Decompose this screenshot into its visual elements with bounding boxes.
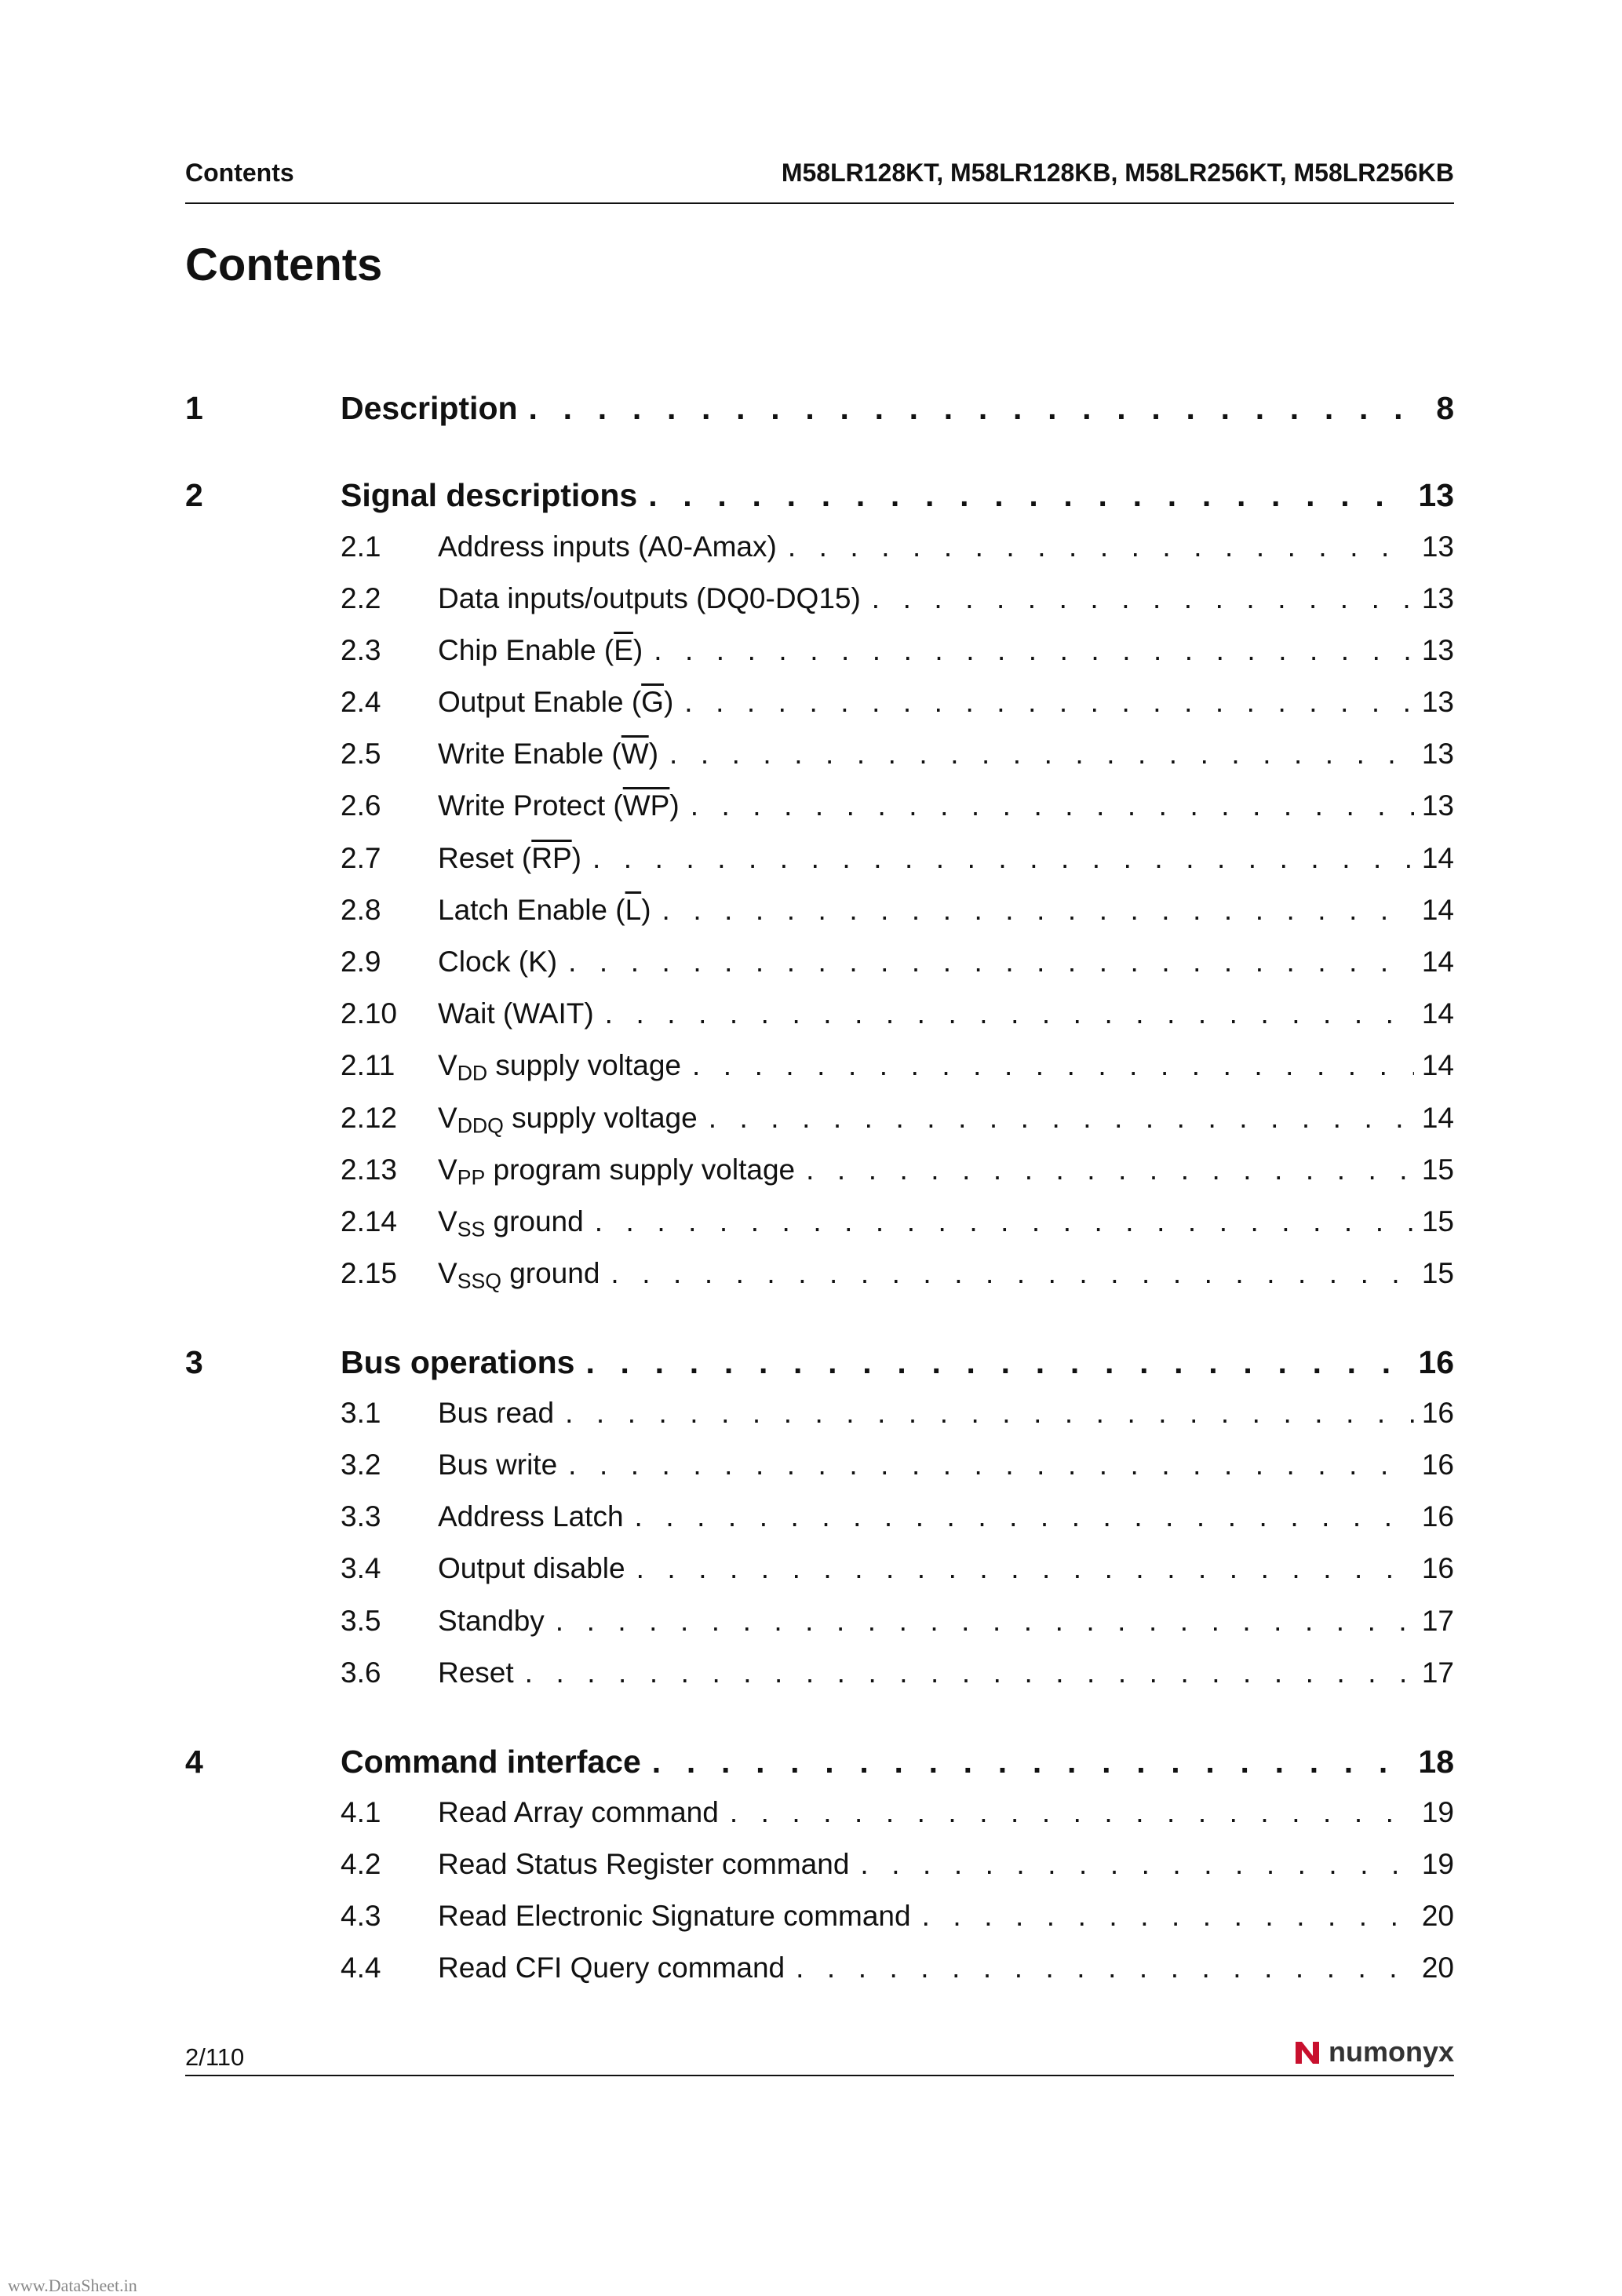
active-low-signal: $\overline{G}$ — [641, 686, 664, 718]
toc-label-text: program supply voltage — [485, 1153, 796, 1186]
dot-leader — [635, 1500, 1414, 1533]
dot-leader — [669, 738, 1414, 771]
toc-number: 2.15 — [341, 1257, 398, 1289]
subscript: SSQ — [457, 1269, 501, 1293]
active-low-signal: $\overline{RP}$ — [531, 842, 572, 874]
toc-section[interactable] — [185, 1153, 1454, 1190]
active-low-signal: $\overline{WP}$ — [622, 789, 670, 822]
toc-label — [438, 842, 581, 875]
toc-number: 2.11 — [341, 1049, 395, 1081]
toc-label-text: Output Enable ( — [438, 686, 642, 718]
toc-label: Reset — [438, 1656, 514, 1689]
dot-leader — [648, 477, 1410, 514]
dot-leader — [922, 1900, 1414, 1933]
toc-page-number: 13 — [1421, 738, 1454, 770]
toc-section[interactable] — [185, 842, 1454, 875]
toc-section[interactable] — [185, 738, 1454, 771]
footer-rule — [185, 2075, 1454, 2076]
toc-number: 4.1 — [341, 1796, 381, 1828]
toc-label-text: ) — [663, 686, 674, 718]
toc-section[interactable] — [185, 1552, 1454, 1585]
toc-section[interactable] — [185, 582, 1454, 615]
toc-page-number: 16 — [1418, 1344, 1454, 1380]
subscript: SS — [457, 1217, 486, 1241]
toc-label-text: Reset ( — [438, 842, 532, 874]
toc-label-text: supply voltage — [503, 1102, 698, 1134]
toc-page-number: 15 — [1421, 1153, 1454, 1186]
dot-leader — [709, 1102, 1414, 1135]
toc-page-number: 16 — [1421, 1500, 1454, 1532]
toc-number: 4.2 — [341, 1848, 381, 1880]
toc-number: 2.1 — [341, 530, 381, 563]
toc-label — [438, 894, 651, 927]
toc-section[interactable] — [185, 1605, 1454, 1638]
toc-number: 4.4 — [341, 1952, 381, 1984]
toc-chapter[interactable] — [185, 477, 1454, 514]
dot-leader — [654, 634, 1414, 667]
toc-label: Signal descriptions — [341, 477, 638, 513]
dot-leader — [788, 530, 1414, 563]
toc-label-text: ) — [669, 789, 680, 822]
toc-page-number: 14 — [1421, 1049, 1454, 1081]
toc-label-text: Write Protect ( — [438, 789, 623, 822]
toc-section[interactable] — [185, 1449, 1454, 1481]
toc-section[interactable] — [185, 1848, 1454, 1881]
toc-number: 4.3 — [341, 1900, 381, 1932]
toc-label-text: ground — [485, 1205, 584, 1237]
toc-number: 2.10 — [341, 997, 398, 1030]
header-rule — [185, 202, 1454, 204]
toc-number: 2.13 — [341, 1153, 398, 1186]
toc-label-text: supply voltage — [487, 1049, 681, 1081]
toc-section[interactable] — [185, 1656, 1454, 1689]
dot-leader — [611, 1257, 1413, 1290]
toc-chapter[interactable] — [185, 1344, 1454, 1381]
dot-leader — [806, 1153, 1414, 1186]
numonyx-logo — [1292, 2035, 1454, 2068]
toc-label-text: V — [438, 1153, 457, 1186]
toc-label: Bus read — [438, 1397, 555, 1429]
toc-section[interactable] — [185, 1796, 1454, 1829]
toc-label: Read Status Register command — [438, 1848, 850, 1880]
subscript: DDQ — [457, 1113, 504, 1138]
toc-label: Address inputs (A0-Amax) — [438, 530, 777, 563]
toc-page-number: 18 — [1418, 1744, 1454, 1780]
toc-number: 3.4 — [341, 1552, 381, 1584]
toc-label: Read Electronic Signature command — [438, 1900, 911, 1932]
toc-section[interactable] — [185, 686, 1454, 719]
toc-label — [438, 1205, 584, 1241]
toc-label: Clock (K) — [438, 946, 558, 978]
toc-number: 2.5 — [341, 738, 381, 770]
toc-page-number: 13 — [1421, 582, 1454, 614]
toc-page-number: 13 — [1418, 477, 1454, 513]
toc-label: Output disable — [438, 1552, 625, 1584]
toc-page-number: 14 — [1421, 842, 1454, 874]
toc-label: Wait (WAIT) — [438, 997, 594, 1030]
toc-section[interactable] — [185, 946, 1454, 979]
toc-label — [438, 738, 658, 771]
subscript: PP — [457, 1165, 486, 1190]
toc-page-number: 19 — [1421, 1796, 1454, 1828]
toc-label-text: ) — [641, 894, 651, 926]
toc-label — [438, 686, 673, 719]
toc-label-text: V — [438, 1257, 457, 1289]
toc-label: Address Latch — [438, 1500, 624, 1532]
toc-page-number: 20 — [1421, 1952, 1454, 1984]
toc-label-text: ground — [501, 1257, 600, 1289]
active-low-signal: $\overline{E}$ — [614, 634, 633, 666]
toc-label — [438, 1102, 698, 1138]
toc-page-number: 19 — [1421, 1848, 1454, 1880]
toc-label: Bus write — [438, 1449, 558, 1481]
toc-label-text: V — [438, 1205, 457, 1237]
toc-section[interactable] — [185, 894, 1454, 927]
dot-leader — [605, 997, 1414, 1030]
toc-label: Data inputs/outputs (DQ0-DQ15) — [438, 582, 861, 614]
toc-number: 3 — [185, 1344, 203, 1380]
dot-leader — [585, 1344, 1410, 1381]
toc-label — [438, 1049, 681, 1085]
dot-leader — [568, 946, 1414, 979]
toc-page-number: 15 — [1421, 1205, 1454, 1237]
toc-number: 3.2 — [341, 1449, 381, 1481]
watermark: www.DataSheet.in — [8, 2276, 137, 2295]
toc-page-number: 16 — [1421, 1449, 1454, 1481]
toc-page-number: 14 — [1421, 894, 1454, 926]
toc-number: 1 — [185, 390, 203, 426]
logo-text: numonyx — [1328, 2035, 1454, 2068]
toc-number: 2.4 — [341, 686, 381, 718]
toc-label-text: ) — [632, 634, 643, 666]
toc-page-number: 20 — [1421, 1900, 1454, 1932]
toc-section[interactable] — [185, 1900, 1454, 1933]
toc-section[interactable] — [185, 1257, 1454, 1293]
dot-leader — [662, 894, 1414, 927]
toc-label: Read Array command — [438, 1796, 719, 1828]
toc-number: 2 — [185, 477, 203, 513]
toc-number: 2.3 — [341, 634, 381, 666]
toc-number: 3.3 — [341, 1500, 381, 1532]
dot-leader — [860, 1848, 1413, 1881]
toc-label — [438, 634, 643, 667]
toc-label — [438, 789, 680, 822]
dot-leader — [636, 1552, 1414, 1585]
dot-leader — [692, 1049, 1414, 1082]
toc-number: 2.8 — [341, 894, 381, 926]
toc-label — [438, 1153, 796, 1190]
dot-leader — [529, 390, 1429, 427]
dot-leader — [525, 1656, 1414, 1689]
dot-leader — [565, 1397, 1414, 1430]
toc-section[interactable] — [185, 1049, 1454, 1085]
toc-section[interactable] — [185, 1952, 1454, 1984]
dot-leader — [730, 1796, 1414, 1829]
toc-page-number: 13 — [1421, 530, 1454, 563]
toc-page-number: 14 — [1421, 997, 1454, 1030]
toc-page-number: 17 — [1421, 1605, 1454, 1637]
dot-leader — [568, 1449, 1414, 1481]
toc-page-number: 17 — [1421, 1656, 1454, 1689]
toc-page-number: 13 — [1421, 789, 1454, 822]
toc-label-text: Latch Enable ( — [438, 894, 625, 926]
numonyx-mark-icon — [1292, 2037, 1322, 2067]
dot-leader — [872, 582, 1414, 615]
dot-leader — [556, 1605, 1414, 1638]
toc-label: Description — [341, 390, 518, 426]
toc-page-number: 13 — [1421, 686, 1454, 718]
active-low-signal: $\overline{L}$ — [625, 894, 642, 926]
toc-number: 2.14 — [341, 1205, 398, 1237]
toc-label: Command interface — [341, 1744, 641, 1780]
dot-leader — [684, 686, 1414, 719]
toc-section[interactable] — [185, 1205, 1454, 1241]
header-left: Contents — [185, 159, 294, 187]
dot-leader — [691, 789, 1414, 822]
toc-label-text: V — [438, 1102, 457, 1134]
toc-section[interactable] — [185, 997, 1454, 1030]
toc-number: 2.7 — [341, 842, 381, 874]
toc-section[interactable] — [185, 634, 1454, 667]
toc-number: 3.1 — [341, 1397, 381, 1429]
toc-section[interactable] — [185, 530, 1454, 563]
toc-chapter[interactable] — [185, 1744, 1454, 1780]
dot-leader — [592, 842, 1414, 875]
toc-number: 3.6 — [341, 1656, 381, 1689]
toc-label: Bus operations — [341, 1344, 575, 1380]
toc-number: 2.9 — [341, 946, 381, 978]
toc-number: 3.5 — [341, 1605, 381, 1637]
toc-chapter[interactable] — [185, 390, 1454, 427]
toc-section[interactable] — [185, 1500, 1454, 1533]
toc-page-number: 14 — [1421, 1102, 1454, 1134]
toc-label-text: Chip Enable ( — [438, 634, 614, 666]
header-right: M58LR128KT, M58LR128KB, M58LR256KT, M58LR256KB — [781, 159, 1454, 187]
toc-number: 4 — [185, 1744, 203, 1780]
toc-label — [438, 1257, 600, 1293]
dot-leader — [652, 1744, 1411, 1780]
toc-label-text: Write Enable ( — [438, 738, 621, 770]
toc-label-text: ) — [648, 738, 659, 770]
footer-page-number: 2/110 — [185, 2043, 245, 2071]
toc-page-number: 15 — [1421, 1257, 1454, 1289]
toc-label-text: ) — [571, 842, 581, 874]
toc-section[interactable] — [185, 789, 1454, 822]
toc-label: Standby — [438, 1605, 545, 1637]
toc-number: 2.12 — [341, 1102, 398, 1134]
toc-label: Read CFI Query command — [438, 1952, 785, 1984]
toc-number: 2.6 — [341, 789, 381, 822]
page-title: Contents — [185, 239, 383, 290]
toc-label-text: V — [438, 1049, 457, 1081]
dot-leader — [796, 1952, 1414, 1984]
toc-page-number: 14 — [1421, 946, 1454, 978]
active-low-signal: $\overline{W}$ — [621, 738, 649, 770]
toc-number: 2.2 — [341, 582, 381, 614]
toc-section[interactable] — [185, 1397, 1454, 1430]
subscript: DD — [457, 1061, 488, 1085]
toc-page-number: 8 — [1436, 390, 1454, 426]
dot-leader — [595, 1205, 1414, 1238]
toc-page-number: 13 — [1421, 634, 1454, 666]
toc-page-number: 16 — [1421, 1552, 1454, 1584]
toc-section[interactable] — [185, 1102, 1454, 1138]
toc-page-number: 16 — [1421, 1397, 1454, 1429]
